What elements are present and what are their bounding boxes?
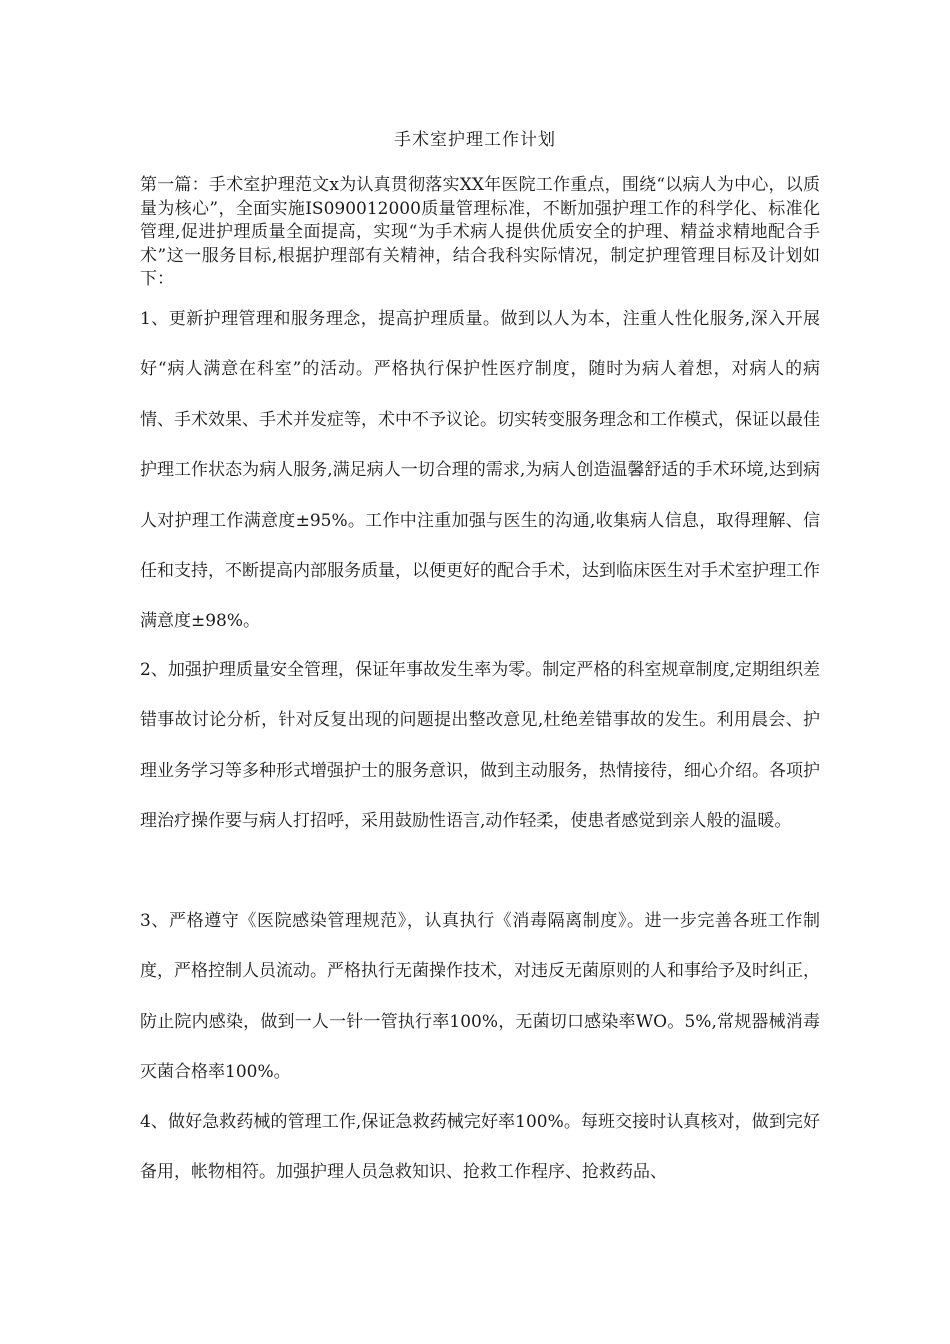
document-title: 手术室护理工作计划 [394,130,556,150]
paragraph-3: 3、严格遵守《医院感染管理规范》，认真执行《消毒隔离制度》。进一步完善各班工作制度，严格控制人员流动。严格执行无菌操作技术，对违反无菌原则的人和事给予及时纠正，防止院内感染，做到一人一针一管执行率100%，无菌切口感染率WO。5%,常规器械消毒灭菌合格率100%。 [140,911,820,1083]
paragraph-1: 1、更新护理管理和服务理念，提高护理质量。做到以人为本，注重人性化服务,深入开展好“病人满意在科室”的活动。严格执行保护性医疗制度，随时为病人着想，对病人的病情、手术效果、手术并发症等，术中不予议论。切实转变服务理念和工作模式，保证以最佳护理工作状态为病人服务,满足病人一切合理的需求,为病人创造温馨舒适的手术环境,达到病人对护理工作满意度±95%。工作中注重加强与医生的沟通,收集病人信息，取得理解、信任和支持，不断提高内部服务质量，以便更好的配合手术，达到临床医生对手术室护理工作满意度±98%。 [140,309,820,632]
intro-paragraph: 第一篇：手术室护理范文x为认真贯彻落实XX年医院工作重点，围绕“以病人为中心，以质量为核心”，全面实施IS090012000质量管理标准，不断加强护理工作的科学化、标准化管理,促进护理质量全面提高，实现“为手术病人提供优质安全的护理、精益求精地配合手术”这一服务目标,根据护理部有关精神，结合我科实际情况，制定护理管理目标及计划如下： [140,175,820,290]
paragraph-2: 2、加强护理质量安全管理，保证年事故发生率为零。制定严格的科室规章制度,定期组织差错事故讨论分析，针对反复出现的问题提出整改意见,杜绝差错事故的发生。利用晨会、护理业务学习等多种形式增强护士的服务意识，做到主动服务，热情接待，细心介绍。各项护理治疗操作要与病人打招呼，采用鼓励性语言,动作轻柔，使患者感觉到亲人般的温暖。 [140,660,820,832]
paragraph-4: 4、做好急救药械的管理工作,保证急救药械完好率100%。每班交接时认真核对，做到完好备用，帐物相符。加强护理人员急救知识、抢救工作程序、抢救药品、 [140,1112,820,1183]
